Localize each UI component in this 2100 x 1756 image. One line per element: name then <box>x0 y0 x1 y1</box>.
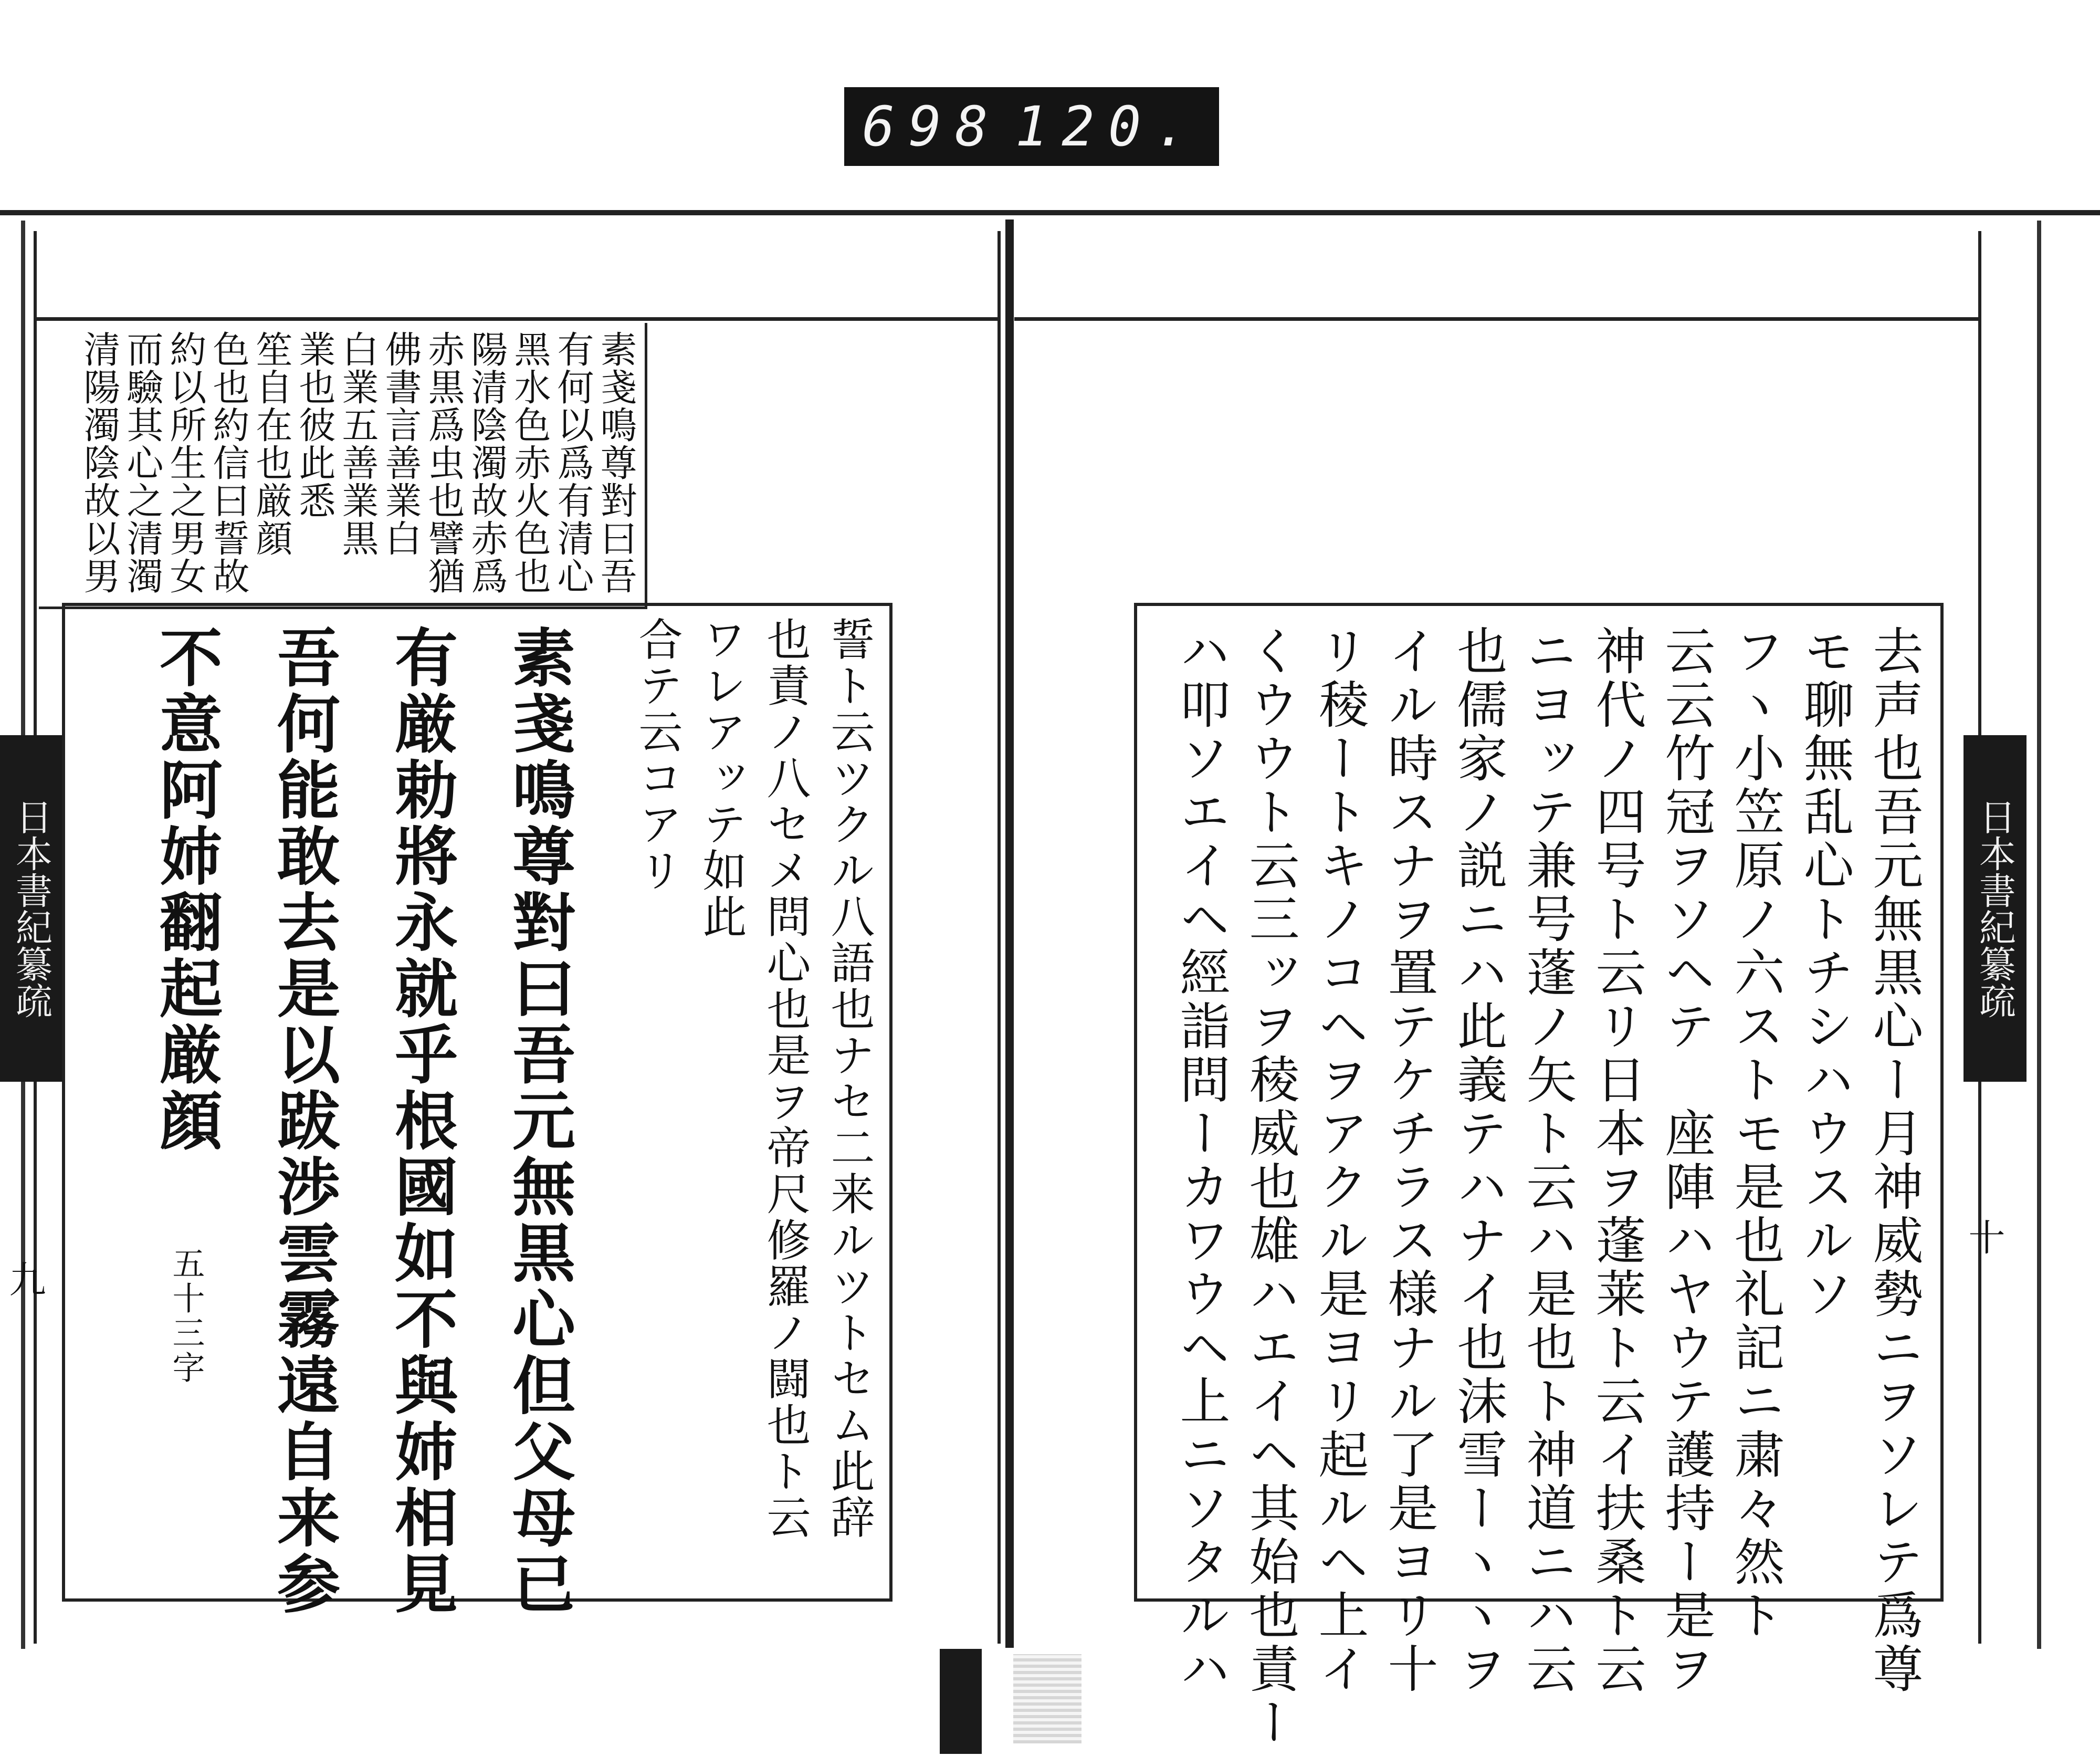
film-label-right: 120. <box>1015 95 1201 159</box>
text-column: ニヨッテ兼号蓬ノ矢ト云ハ是也ト神道ニハ云 <box>1518 625 1577 1696</box>
commentary-column: 業也彼此悉 <box>293 330 336 519</box>
right-header-rule <box>1014 317 1978 321</box>
text-column: 也儒家ノ説ニハ此義テハナイ也沫雪ーヽヽヲ <box>1449 625 1508 1696</box>
right-page-number: 十 <box>1962 1218 2006 1255</box>
commentary-column: 素戔鳴尊對曰吾 <box>594 330 637 595</box>
text-column: ハ叩ソエイヘ經詣問ーカワウヘ上ニソタルハ <box>1172 625 1231 1696</box>
commentary-box <box>39 323 647 609</box>
text-column: 云云竹冠ヲソヘテ 座陣ハヤウテ護持ー是ヲ <box>1657 625 1716 1696</box>
text-column: モ聊無乱心トチシハウスルソ <box>1796 625 1854 1321</box>
annotation-column: 誓ト云ツクル八語也ナセ二来ルツトセム此辞 <box>824 616 875 1541</box>
scripture-column: 吾何能敢去是以跋渉雲霧遠自来参 <box>267 625 341 1617</box>
scripture-column: 有厳勅將永就乎根國如不與姉相見 <box>384 625 458 1617</box>
annotation-column: ワレアッテ如此 <box>696 616 747 940</box>
left-page-number: 九 <box>3 1260 46 1297</box>
left-margin-title: 日本書紀纂疏 <box>0 735 63 1082</box>
commentary-column: 而驗其心之清濁 <box>121 330 164 595</box>
commentary-column: 笙自在也厳顔 <box>250 330 293 557</box>
right-text-box <box>1134 603 1944 1750</box>
text-column: 去声也吾元無黒心ー月神威勢ニヲソレテ爲尊 <box>1865 625 1924 1696</box>
commentary-column: 白業五善業黒 <box>336 330 379 557</box>
commentary-column: 黑水色赤火色也 <box>508 330 551 595</box>
character-count-note: 五十三字 <box>167 1247 205 1385</box>
spine-shadow <box>1013 1654 1082 1743</box>
book-spine <box>1005 220 1014 1648</box>
commentary-column: 清陽濁陰故以男 <box>78 330 121 595</box>
annotation-column: 也責ノ八セメ問心也是ヲ帝尺修羅ノ闘也ト云 <box>760 616 811 1541</box>
commentary-column: 有何以爲有清心 <box>551 330 594 595</box>
commentary-column: 約以所生之男女 <box>164 330 207 595</box>
main-text-box <box>62 603 892 1617</box>
text-column: くウウト云三ッヲ稜威也雄ハエイヘ其始也責ー <box>1241 625 1300 1750</box>
text-column: リ稜ートキノコヘヲアクル是ヨリ起ルヘ上イ <box>1310 625 1369 1696</box>
commentary-column: 佛書言善業白 <box>379 330 422 557</box>
text-column: 神代ノ四号ト云リ日本ヲ蓬莱ト云イ扶桑ト云 <box>1588 625 1646 1696</box>
top-page-edge <box>0 210 2100 215</box>
film-label-left: 698 <box>862 95 1002 159</box>
commentary-column: 陽清陰濁故赤爲 <box>465 330 508 595</box>
film-reel-label <box>844 87 1219 166</box>
commentary-column: 色也約信曰誓故 <box>207 330 250 595</box>
right-margin-title: 日本書紀纂疏 <box>1964 735 2026 1082</box>
scripture-column: 素戔鳴尊對曰吾元無黒心但父母已 <box>502 625 576 1617</box>
spine-tab <box>940 1649 982 1754</box>
commentary-column: 赤黒爲虫也譬猶 <box>422 330 465 595</box>
text-column: イル時スナヲ置テケチラス様ナル了是ヨリ十 <box>1380 625 1438 1696</box>
scripture-column: 不意阿姉翻起厳顔 <box>149 625 223 1154</box>
left-header-rule <box>34 317 998 321</box>
text-column: フヽ小笠原ノ六ストモ是也礼記ニ粛々然ト <box>1726 625 1785 1643</box>
right-outer-edge <box>2037 221 2041 1649</box>
annotation-column: 合テ云コアリ <box>632 616 683 894</box>
